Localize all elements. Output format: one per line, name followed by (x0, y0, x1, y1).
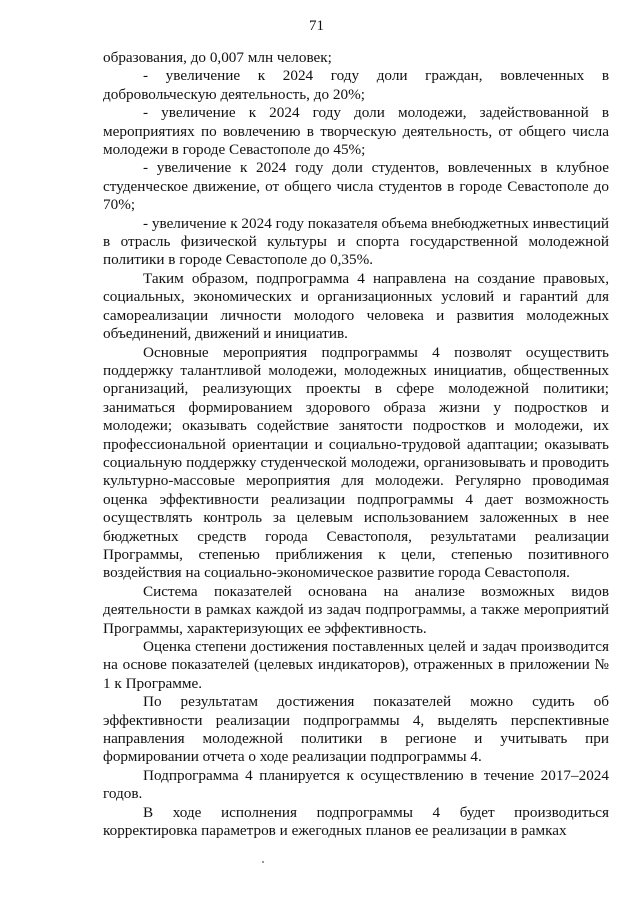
scan-speck (262, 861, 264, 863)
paragraph: - увеличение к 2024 году доли молодежи, задействованной в мероприятиях по вовлечению в творческую деятельность, от общего числа молодежи в городе Севастополе до 45%; (103, 104, 609, 159)
paragraph: Основные мероприятия подпрограммы 4 позволят осуществить поддержку талантливой молодежи, молодежных инициатив, общественных организаций, реализующих проекты в сфере молодежной политики; заниматься формированием здорового образа жизни у подростков и молодежи; оказывать содействие занятости подростков и молодежи, их профессиональной ориентации и социально-трудовой адаптации; оказывать социальную поддержку студенческой молодежи, организовывать и проводить культурно-массовые мероприятия для молодежи. Регулярно проводимая оценка эффективности реализации подпрограммы 4 дает возможность осуществлять контроль за целевым использованием заложенных в нее бюджетных средств города Севастополя, результатами реализации Программы, степенью приближения к цели, степенью позитивного воздействия на социально-экономическое развитие города Севастополя. (103, 343, 609, 582)
page-number: 71 (309, 18, 324, 34)
paragraph: Система показателей основана на анализе возможных видов деятельности в рамках каждой из задач подпрограммы, а также мероприятий Программы, характеризующих ее эффективность. (103, 582, 609, 637)
paragraph: Таким образом, подпрограмма 4 направлена на создание правовых, социальных, экономических и организационных условий и гарантий для самореализации личности молодого человека и развития молодежных объединений, движений и инициатив. (103, 269, 609, 343)
body-text (103, 49, 609, 840)
paragraph: Подпрограмма 4 планируется к осуществлению в течение 2017–2024 годов. (103, 766, 609, 803)
paragraph: По результатам достижения показателей можно судить об эффективности реализации подпрограммы 4, выделять перспективные направления молодежной политики в регионе и учитывать при формировании отчета о ходе реализации подпрограммы 4. (103, 693, 609, 766)
paragraph: - увеличение к 2024 году доли граждан, вовлеченных в добровольческую деятельность, до 20%; (103, 67, 609, 103)
paragraph: Оценка степени достижения поставленных целей и задач производится на основе показателей (целевых индикаторов), отраженных в приложении № 1 к Программе. (103, 638, 609, 692)
paragraph: В ходе исполнения подпрограммы 4 будет производиться корректировка параметров и ежегодных планов ее реализации в рамках (103, 803, 609, 840)
paragraph: образования, до 0,007 млн человек; (103, 49, 332, 66)
paragraph: - увеличение к 2024 году показателя объема внебюджетных инвестиций в отрасль физической культуры и спорта государственной молодежной политики в городе Севастополе до 0,35%. (103, 214, 609, 269)
paragraph: - увеличение к 2024 году доли студентов, вовлеченных в клубное студенческое движение, от общего числа студентов в городе Севастополе до 70%; (103, 159, 609, 214)
